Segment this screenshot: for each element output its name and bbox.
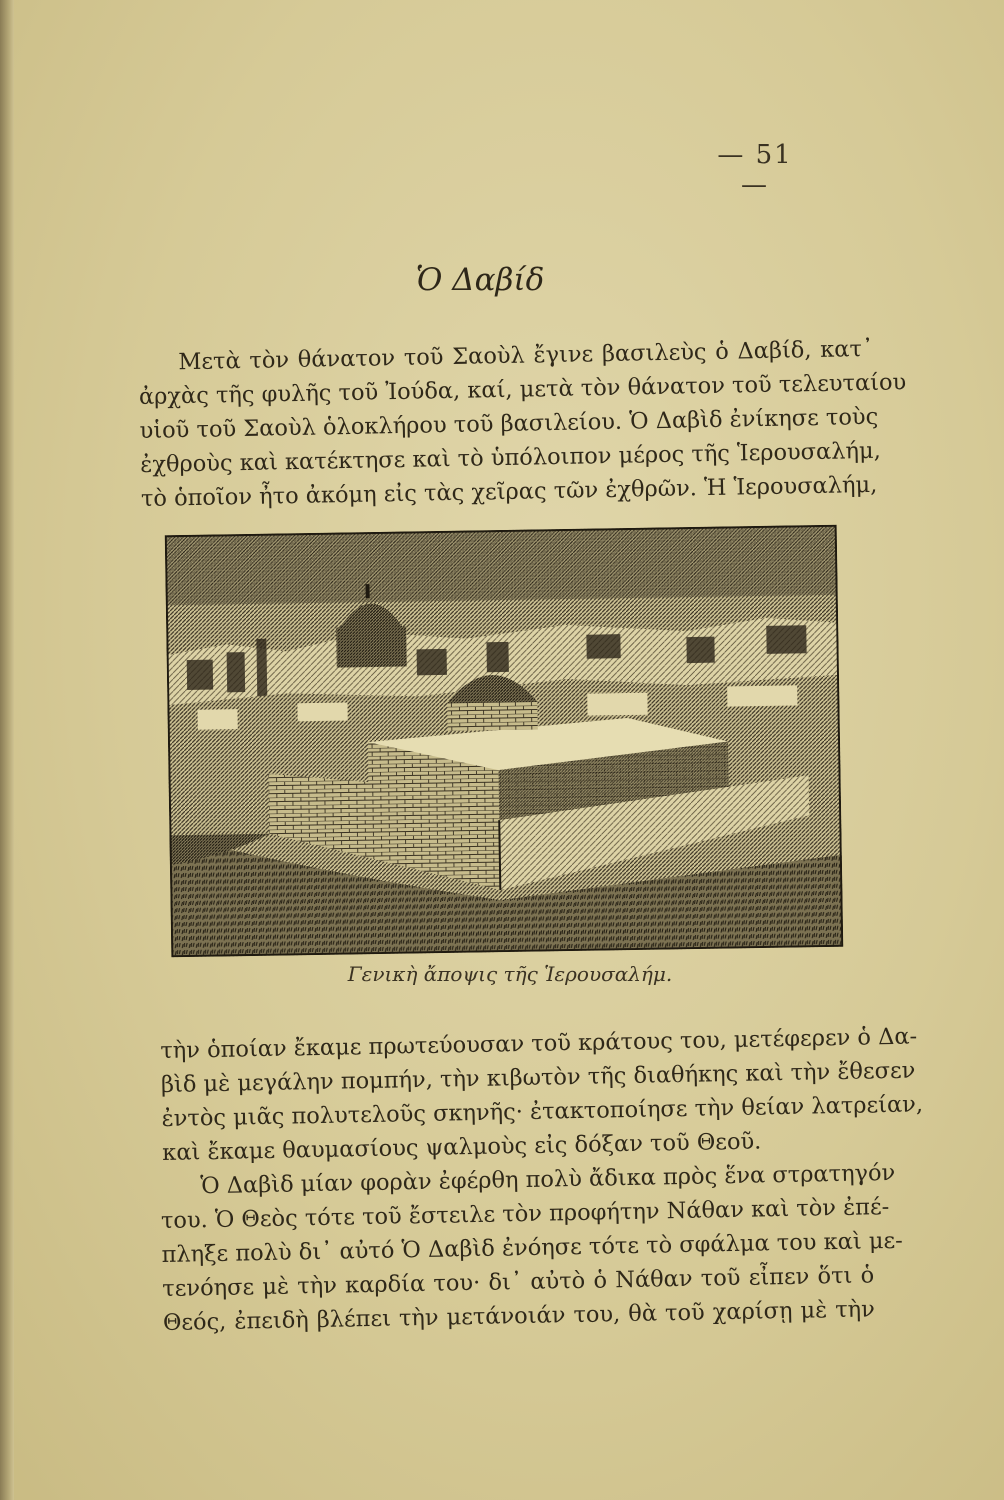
text-line: υἱοῦ τοῦ Σαοὺλ ὁλοκλήρου τοῦ βασιλείου. Ὁ Δαβὶδ ἐνίκησε τοὺς [139, 403, 879, 444]
jerusalem-engraving [165, 525, 844, 958]
text-line: ἐχθροὺς καὶ κατέκτησε καὶ τὸ ὑπόλοιπον μέρος τῆς Ἱερουσαλήμ, [140, 437, 881, 478]
text-line: καὶ ἔκαμε θαυμασίους ψαλμοὺς εἰς δόξαν τοῦ Θεοῦ. [162, 1128, 762, 1166]
text-line: βὶδ μὲ μεγάλην πομπήν, τὴν κιβωτὸν τῆς διαθήκης καὶ τὴν ἔθεσεν [160, 1057, 916, 1098]
paragraph-3 [160, 1156, 903, 1340]
text-line: του. Ὁ Θεὸς τότε τοῦ ἔστειλε τὸν προφήτην Νάθαν καὶ τὸν ἐπέ- [160, 1194, 890, 1234]
page-number: — 51 — [717, 140, 793, 200]
paragraph-2 [160, 1020, 924, 1170]
text-line: Θεός, ἐπειδὴ βλέπει τὴν μετάνοιάν του, θὰ τοῦ χαρίσῃ μὲ τὴν [162, 1296, 876, 1336]
text-line: ἀρχὰς τῆς φυλῆς τοῦ Ἰούδα, καί, μετὰ τὸν θάνατον τοῦ τελευταίου [138, 369, 907, 410]
text-line: ἐντὸς μιᾶς πολυτελοῦς σκηνῆς· ἐτακτοποίησε τὴν θείαν λατρείαν, [161, 1091, 924, 1132]
text-line: τὴν ὁποίαν ἔκαμε πρωτεύουσαν τοῦ κράτους του, μετέφερεν ὁ Δα- [160, 1023, 918, 1064]
figure-caption: Γενικὴ ἄποψις τῆς Ἱερουσαλήμ. [347, 962, 673, 986]
text-line: τενόησε μὲ τὴν καρδία του· δι᾽ αὐτὸ ὁ Νάθαν τοῦ εἶπεν ὅτι ὁ [162, 1262, 875, 1302]
text-line: τὸ ὁποῖον ἦτο ἀκόμη εἰς τὰς χεῖρας τῶν ἐχθρῶν. Ἡ Ἱερουσαλήμ, [140, 471, 878, 512]
text-line: πληξε πολὺ δι᾽ αὐτό Ὁ Δαβὶδ ἐνόησε τότε τὸ σφάλμα του καὶ με- [161, 1227, 903, 1268]
binding-edge [0, 0, 14, 1500]
chapter-heading: Ὁ Δαβίδ [415, 262, 545, 298]
text-line: Μετὰ τὸν θάνατον τοῦ Σαοὺλ ἔγινε βασιλεὺς ὁ Δαβίδ, κατ᾽ [178, 335, 874, 376]
text-line: Ὁ Δαβὶδ μίαν φορὰν ἐφέρθη πολὺ ἄδικα πρὸς ἕνα στρατηγόν [200, 1159, 896, 1200]
paragraph-1 [138, 332, 907, 516]
